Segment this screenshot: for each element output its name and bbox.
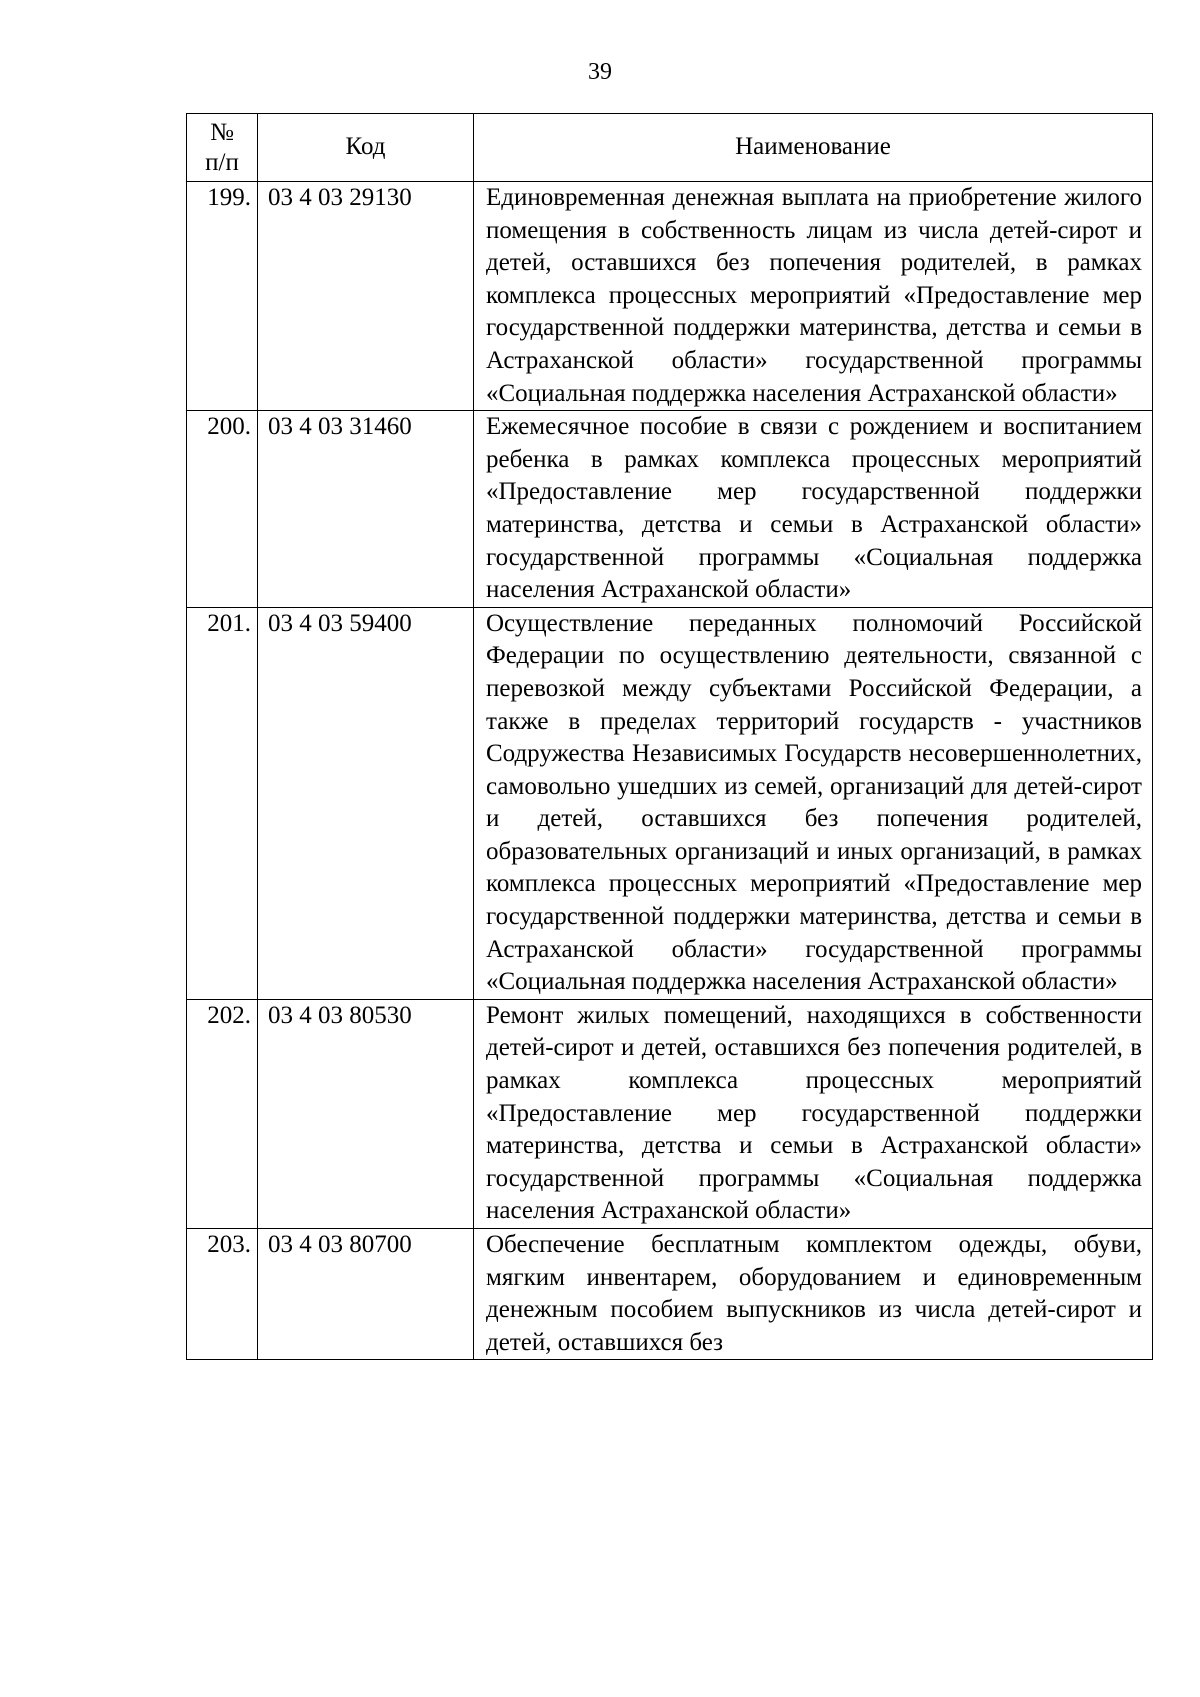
table-row [187,999,1153,1228]
table-row [187,411,1153,608]
row-number: 203. [187,1229,258,1360]
table-row [187,1229,1153,1360]
row-number: 202. [187,999,258,1228]
header-name: Наименование [474,114,1153,182]
header-number-abbr: п/п [205,148,239,176]
row-name: Единовременная денежная выплата на приобретение жилого помещения в собственность лицам из числа детей-сирот и детей, оставшихся без попечения родителей, в рамках комплекса процессных мероприятий «Предоставление мер государственной поддержки материнства, детства и семьи в Астраханской области» государственной программы «Социальная поддержка населения Астраханской области» [474,182,1153,411]
table-row [187,607,1153,999]
row-code: 03 4 03 29130 [258,182,474,411]
row-number: 200. [187,411,258,608]
row-code: 03 4 03 80530 [258,999,474,1228]
row-name: Обеспечение бесплатным комплектом одежды, обуви, мягким инвентарем, оборудованием и единовременным денежным пособием выпускников из числа детей-сирот и детей, оставшихся без [474,1229,1153,1360]
table-row [187,182,1153,411]
row-name: Ремонт жилых помещений, находящихся в собственности детей-сирот и детей, оставшихся без попечения родителей, в рамках комплекса процессных мероприятий «Предоставление мер государственной поддержки материнства, детства и семьи в Астраханской области» государственной программы «Социальная поддержка населения Астраханской области» [474,999,1153,1228]
table-header-row [187,114,1153,182]
row-code: 03 4 03 31460 [258,411,474,608]
row-code: 03 4 03 80700 [258,1229,474,1360]
row-number: 199. [187,182,258,411]
row-number: 201. [187,607,258,999]
page-number: 39 [588,59,612,85]
row-name: Ежемесячное пособие в связи с рождением и воспитанием ребенка в рамках комплекса процессных мероприятий «Предоставление мер государственной поддержки материнства, детства и семьи в Астраханской области» государственной программы «Социальная поддержка населения Астраханской области» [474,411,1153,608]
row-name: Осуществление переданных полномочий Российской Федерации по осуществлению деятельности, связанной с перевозкой между субъектами Российской Федерации, а также в пределах территорий государств - участников Содружества Независимых Государств несовершеннолетних, самовольно ушедших из семей, организаций для детей-сирот и детей, оставшихся без попечения родителей, образовательных организаций и иных организаций, в рамках комплекса процессных мероприятий «Предоставление мер государственной поддержки материнства, детства и семьи в Астраханской области» государственной программы «Социальная поддержка населения Астраханской области» [474,607,1153,999]
codes-table [186,113,1153,1360]
header-number-symbol: № [210,118,234,146]
row-code: 03 4 03 59400 [258,607,474,999]
header-code: Код [258,114,474,182]
header-number [187,114,258,182]
